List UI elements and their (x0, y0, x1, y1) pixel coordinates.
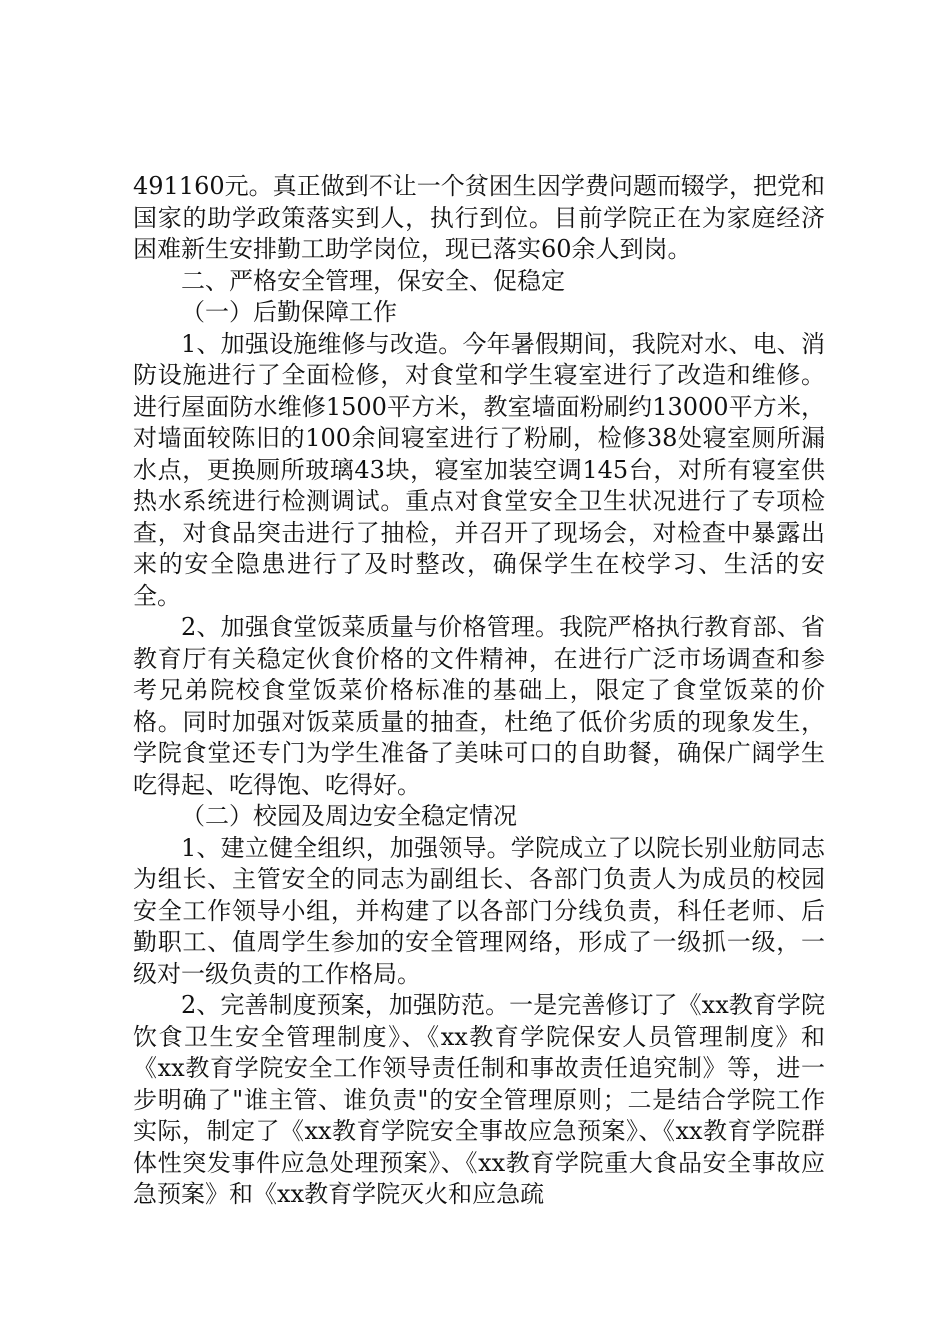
subsection-heading-campus-safety: （二）校园及周边安全稳定情况 (181, 802, 517, 830)
paragraph-organization: 1、建立健全组织，加强领导。学院成立了以院长别业舫同志为组长、主管安全的同志为副组长、各部门负责人为成员的校园安全工作领导小组，并构建了以各部门分线负责，科任老师、后勤职工、值周学生参加的安全管理网络，形成了一级抓一级，一级对一级负责的工作格局。 (133, 833, 825, 988)
paragraph-canteen-management: 2、加强食堂饭菜质量与价格管理。我院严格执行教育部、省教育厅有关稳定伙食价格的文件精神，在进行广泛市场调查和参考兄弟院校食堂饭菜价格标准的基础上，限定了食堂饭菜的价格。同时加强对饭菜质量的抽查，杜绝了低价劣质的现象发生，学院食堂还专门为学生准备了美味可口的自助餐，确保广阔学生吃得起、吃得饱、吃得好。 (133, 613, 825, 799)
section-heading-2: 二、严格安全管理，保安全、促稳定 (181, 266, 565, 295)
subsection-heading-logistics: （一）后勤保障工作 (181, 298, 397, 326)
paragraph-continuation: 491160元。真正做到不让一个贫困生因学费问题而辍学，把党和国家的助学政策落实到人，执行到位。目前学院正在为家庭经济困难新生安排勤工助学岗位，现已落实60余人到岗。 (133, 172, 825, 263)
paragraph-facility-maintenance: 1、加强设施维修与改造。今年暑假期间，我院对水、电、消防设施进行了全面检修，对食堂和学生寝室进行了改造和维修。进行屋面防水维修1500平方米，教室墙面粉刷约13000平方米，对墙面较陈旧的100余间寝室进行了粉刷，检修38处寝室厕所漏水点，更换厕所玻璃43块，寝室加装空调145台，对所有寝室供热水系统进行检测调试。重点对食堂安全卫生状况进行了专项检查，对食品突击进行了抽检，并召开了现场会，对检查中暴露出来的安全隐患进行了及时整改，确保学生在校学习、生活的安全。 (133, 329, 825, 610)
document-body (133, 171, 825, 1211)
paragraph-regulations: 2、完善制度预案，加强防范。一是完善修订了《xx教育学院饮食卫生安全管理制度》、《xx教育学院保安人员管理制度》和《xx教育学院安全工作领导责任制和事故责任追究制》等，进一步明确了"谁主管、谁负责"的安全管理原则；二是结合学院工作实际，制定了《xx教育学院安全事故应急预案》、《xx教育学院群体性突发事件应急处理预案》、《xx教育学院重大食品安全事故应急预案》和《xx教育学院灭火和应急疏 (133, 991, 825, 1208)
